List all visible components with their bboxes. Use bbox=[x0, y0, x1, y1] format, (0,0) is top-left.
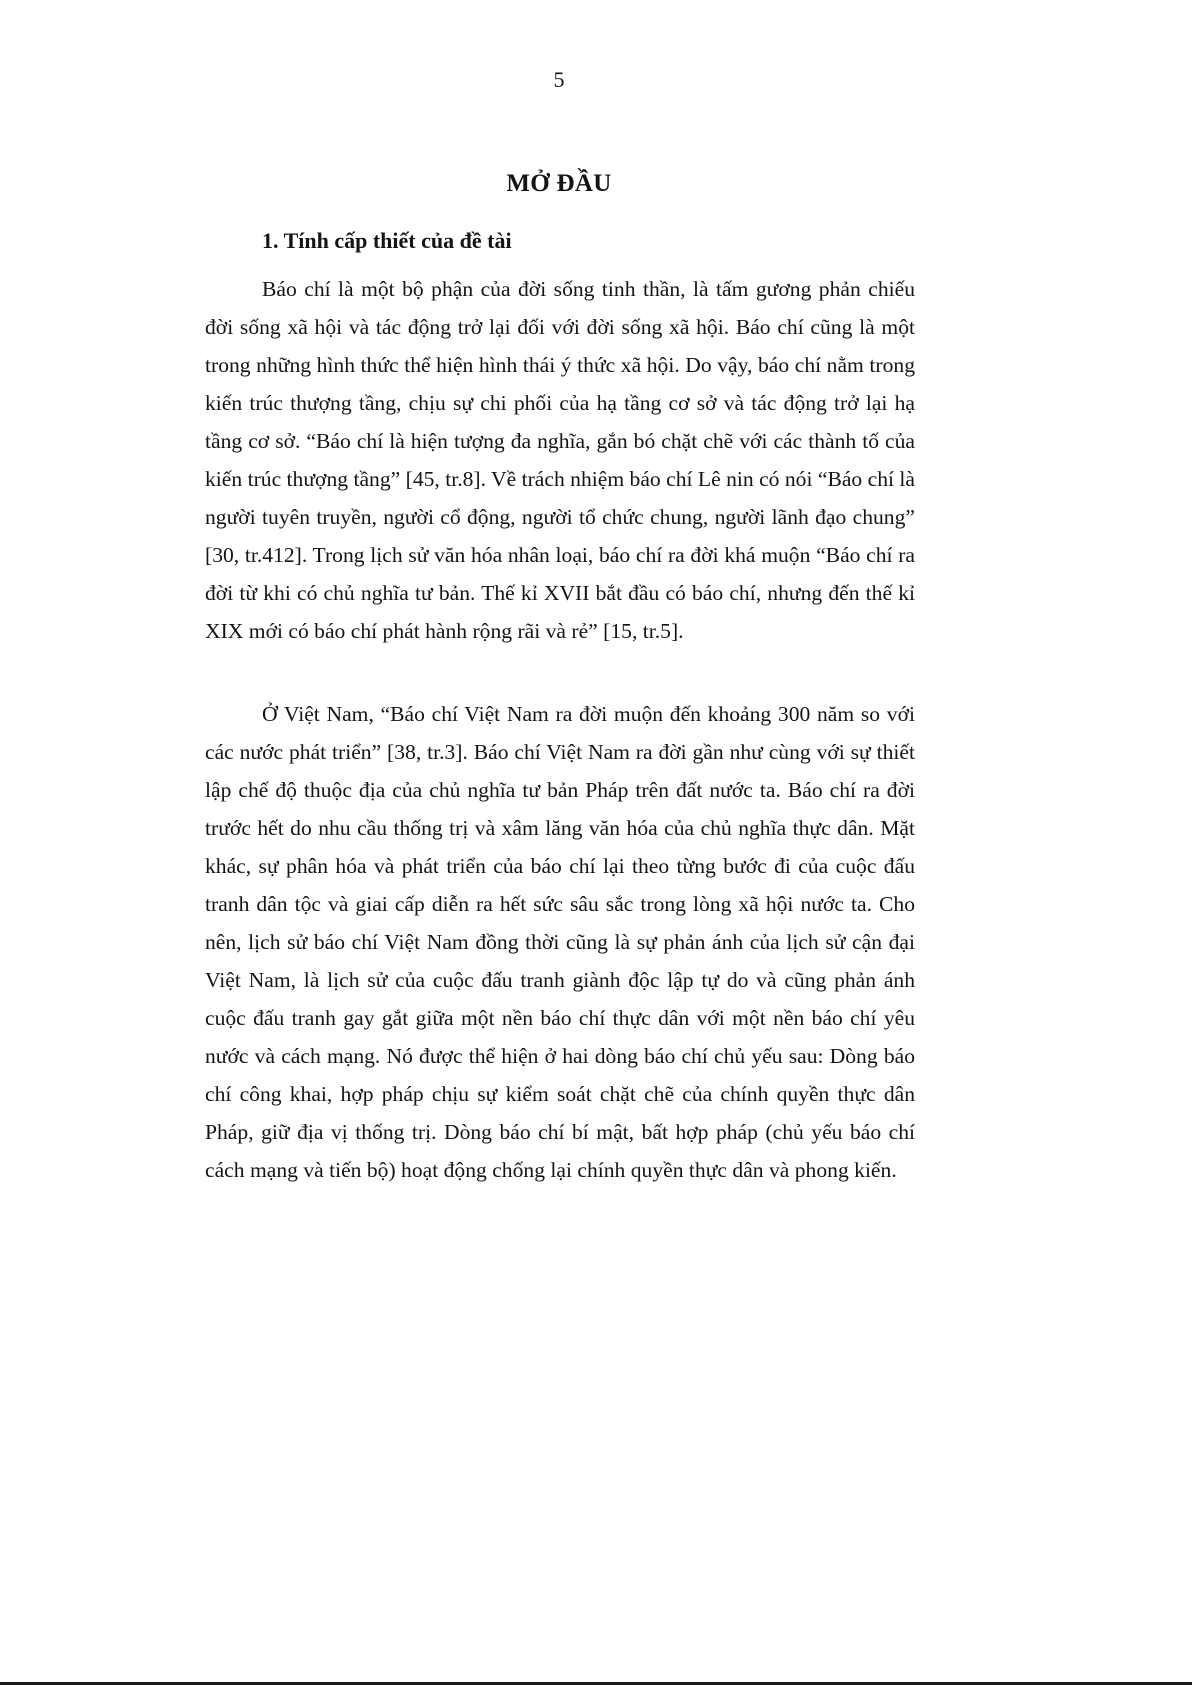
body-paragraph-1: Báo chí là một bộ phận của đời sống tinh thần, là tấm gương phản chiếu đời sống xã hội và tác động trở lại đối với đời sống xã hội. Báo chí cũng là một trong những hình thức thể hiện hình thái ý thức xã hội. Do vậy, báo chí nằm trong kiến trúc thượng tầng, chịu sự chi phối của hạ tầng cơ sở và tác động trở lại hạ tầng cơ sở. “Báo chí là hiện tượng đa nghĩa, gắn bó chặt chẽ với các thành tố của kiến trúc thượng tầng” [45, tr.8]. Về trách nhiệm báo chí Lê nin có nói “Báo chí là người tuyên truyền, người cổ động, người tổ chức chung, người lãnh đạo chung” [30, tr.412]. Trong lịch sử văn hóa nhân loại, báo chí ra đời khá muộn “Báo chí ra đời từ khi có chủ nghĩa tư bản. Thế kỉ XVII bắt đầu có báo chí, nhưng đến thế kỉ XIX mới có báo chí phát hành rộng rãi và rẻ” [15, tr.5]. bbox=[205, 277, 915, 643]
section-heading: 1. Tính cấp thiết của đề tài bbox=[262, 228, 512, 253]
page-number: 5 bbox=[553, 67, 565, 92]
body-paragraph-2: Ở Việt Nam, “Báo chí Việt Nam ra đời muộn đến khoảng 300 năm so với các nước phát triển” [38, tr.3]. Báo chí Việt Nam ra đời gần như cùng với sự thiết lập chế độ thuộc địa của chủ nghĩa tư bản Pháp trên đất nước ta. Báo chí ra đời trước hết do nhu cầu thống trị và xâm lăng văn hóa của chủ nghĩa thực dân. Mặt khác, sự phân hóa và phát triển của báo chí lại theo từng bước đi của cuộc đấu tranh dân tộc và giai cấp diễn ra hết sức sâu sắc trong lòng xã hội nước ta. Cho nên, lịch sử báo chí Việt Nam đồng thời cũng là sự phản ánh của lịch sử cận đại Việt Nam, là lịch sử của cuộc đấu tranh giành độc lập tự do và cũng phản ánh cuộc đấu tranh gay gắt giữa một nền báo chí thực dân với một nền báo chí yêu nước và cách mạng. Nó được thể hiện ở hai dòng báo chí chủ yếu sau: Dòng báo chí công khai, hợp pháp chịu sự kiểm soát chặt chẽ của chính quyền thực dân Pháp, giữ địa vị thống trị. Dòng báo chí bí mật, bất hợp pháp (chủ yếu báo chí cách mạng và tiến bộ) hoạt động chống lại chính quyền thực dân và phong kiến. bbox=[205, 702, 915, 1182]
chapter-title: MỞ ĐẦU bbox=[506, 170, 612, 197]
